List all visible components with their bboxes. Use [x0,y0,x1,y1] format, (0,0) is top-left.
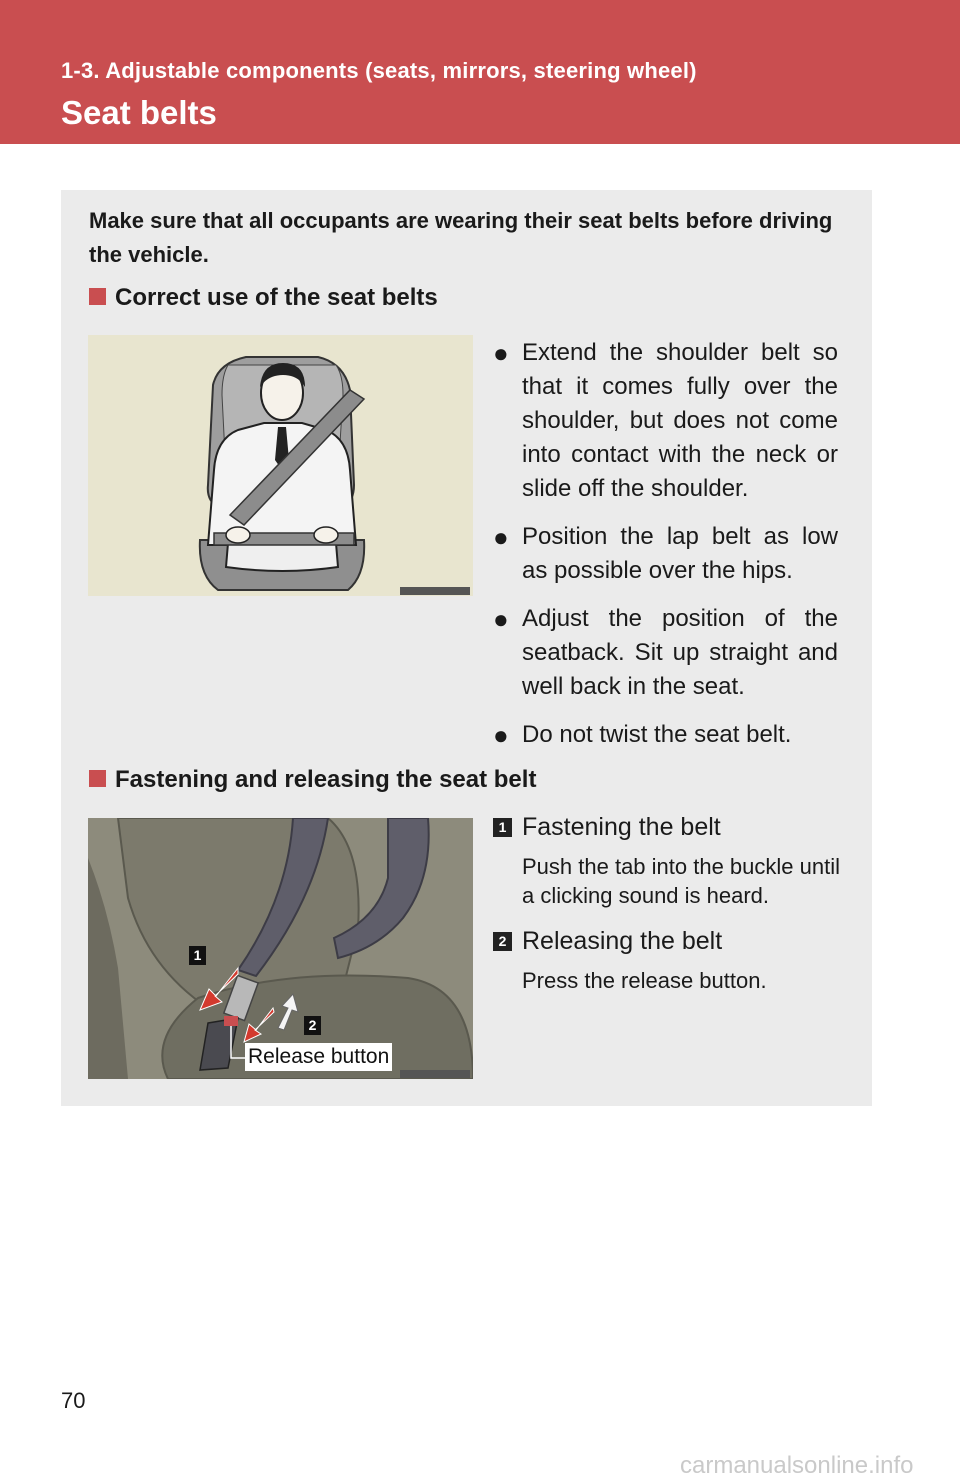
step-number-badge: 2 [493,932,512,951]
bullet-text: Do not twist the seat belt. [522,721,792,748]
section-heading-fastening [89,766,536,794]
bullet-icon: ● [493,522,509,552]
list-item [493,336,838,506]
bullet-text: Position the lap belt as low as possible over the hips. [522,523,838,584]
step-title-text: Releasing the belt [522,927,723,955]
seat-belt-use-list [493,336,838,766]
content-panel [61,190,872,1106]
list-item [493,520,838,588]
seated-person-figure [88,335,473,596]
page-header [0,0,960,144]
list-item [493,718,838,752]
buckle-illustration [88,818,473,1079]
section-marker-icon [89,770,106,787]
step-title [493,810,843,844]
step-number-badge: 1 [493,818,512,837]
seated-person-illustration [88,335,473,596]
section-marker-icon [89,288,106,305]
release-button-label: Release button [245,1043,392,1071]
section-heading-correct-use [89,284,438,312]
step-title [493,924,843,958]
page-title: Seat belts [61,94,217,131]
list-item [493,602,838,704]
section-heading-text: Fastening and releasing the seat belt [115,766,537,793]
watermark: carmanualsonline.info [680,1452,914,1479]
fastening-steps [493,810,843,1009]
bullet-icon: ● [493,338,509,368]
callout-2: 2 [308,1017,317,1033]
step-description: Push the tab into the buckle until a clicking sound is heard. [522,854,840,908]
intro-text: Make sure that all occupants are wearing their seat belts before driving the vehicle. [89,208,833,267]
bullet-text: Extend the shoulder belt so that it comes fully over the shoulder, but does not come into contact with the neck or slide off the shoulder. [522,339,838,502]
page-number: 70 [61,1388,86,1413]
bullet-icon: ● [493,604,509,634]
bullet-icon: ● [493,720,509,750]
bullet-text: Adjust the position of the seatback. Sit up straight and well back in the seat. [522,605,838,700]
chapter-title: 1-3. Adjustable components (seats, mirrors, steering wheel) [61,58,697,83]
step-description: Press the release button. [522,968,767,993]
buckle-figure [88,818,473,1079]
callout-1: 1 [193,947,202,963]
section-heading-text: Correct use of the seat belts [115,284,438,311]
step-title-text: Fastening the belt [522,813,721,841]
